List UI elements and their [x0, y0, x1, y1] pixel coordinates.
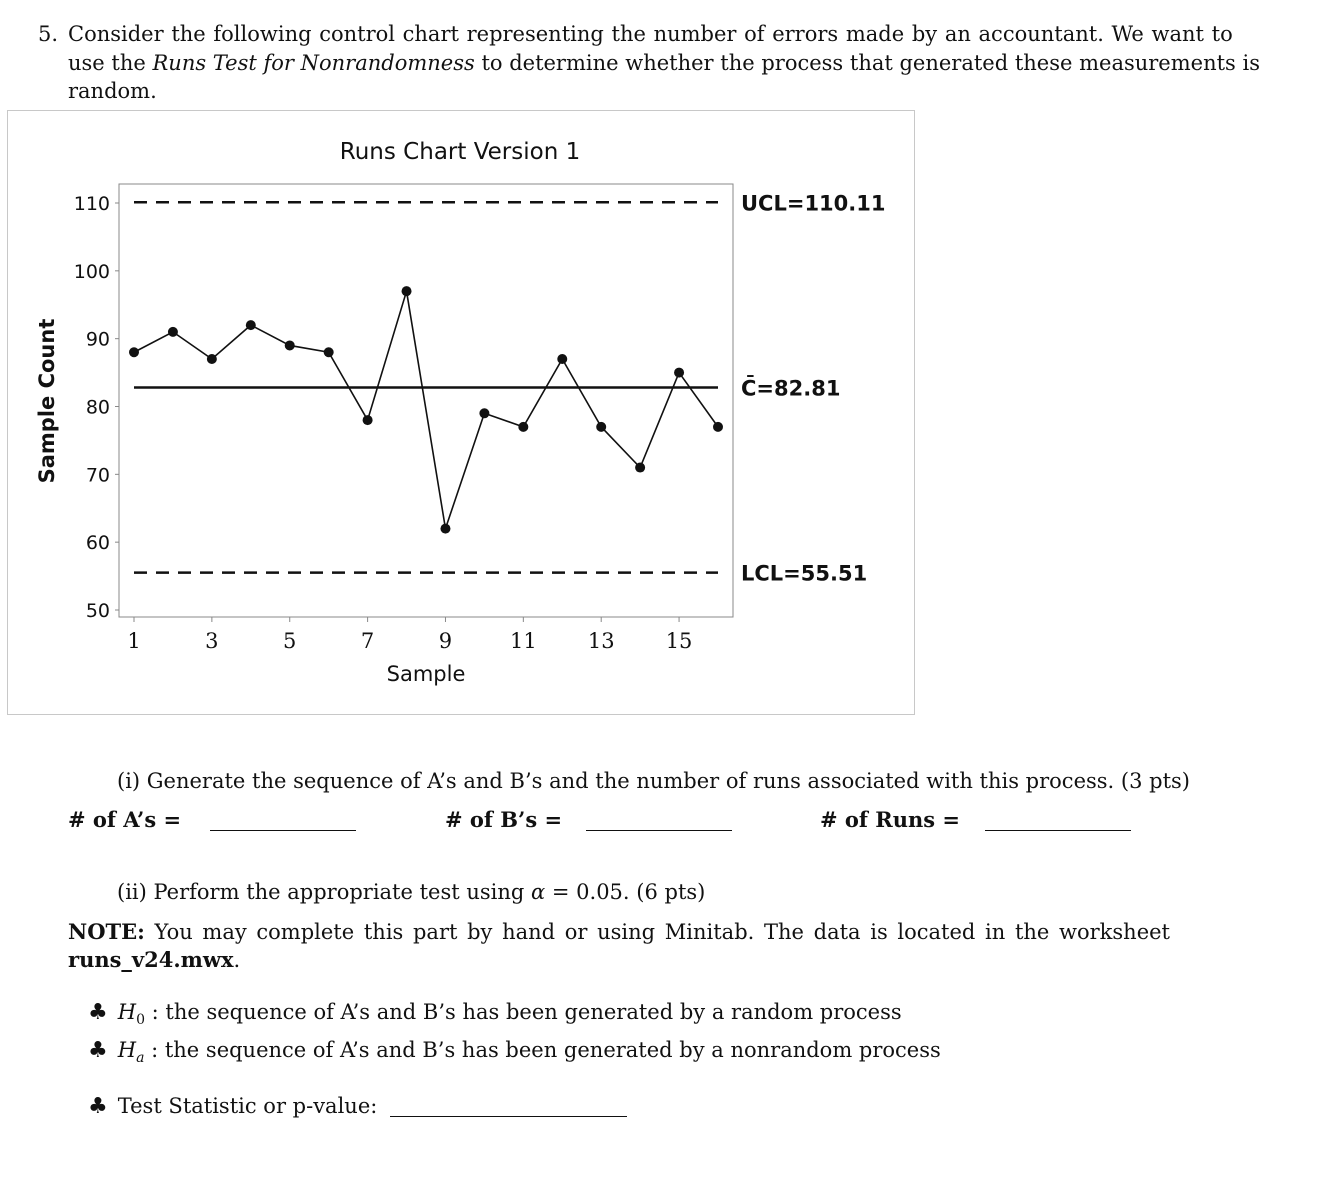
plot-area — [119, 184, 733, 617]
data-point — [129, 347, 139, 357]
note-label: NOTE: — [68, 919, 145, 944]
x-tick-label: 13 — [587, 629, 615, 653]
test-statistic-row — [88, 1094, 377, 1119]
intro-text: use the — [68, 51, 153, 75]
x-tick-label: 1 — [127, 629, 141, 653]
y-tick-label: 110 — [73, 193, 110, 215]
problem-intro-line-2 — [68, 51, 1260, 75]
y-tick-label: 90 — [85, 328, 110, 351]
a-count-blank[interactable] — [210, 830, 356, 831]
x-tick-label: 9 — [438, 629, 453, 653]
x-tick-label: 3 — [205, 629, 219, 653]
worksheet-name: runs_v24.mwx — [68, 947, 234, 972]
runs-chart — [8, 111, 914, 714]
data-point — [207, 354, 217, 364]
h0-subscript: 0 — [136, 1012, 145, 1029]
runs-chart-frame — [7, 110, 915, 715]
x-tick-label: 11 — [509, 629, 537, 653]
data-point — [246, 320, 256, 330]
x-tick-label: 5 — [283, 629, 297, 653]
part-ii-prompt — [117, 880, 705, 904]
chart-title: Runs Chart Version 1 — [339, 139, 581, 165]
lcl-label: LCL=55.51 — [741, 561, 868, 586]
worksheet-line — [68, 947, 240, 972]
data-point — [518, 422, 528, 432]
y-tick-label: 50 — [85, 600, 110, 622]
alpha-symbol: α — [531, 880, 546, 904]
y-axis-label: Sample Count — [35, 318, 59, 484]
center-line-label: C̄=82.81 — [741, 376, 841, 401]
y-axis — [74, 193, 119, 622]
test-statistic-blank[interactable] — [390, 1116, 627, 1117]
club-bullet-icon: ♣ — [88, 1000, 108, 1025]
runs-count-row — [820, 807, 960, 832]
part-ii-prompt-end: = 0.05. (6 pts) — [545, 880, 706, 904]
x-tick-label: 7 — [360, 629, 375, 653]
runs-count-blank[interactable] — [985, 830, 1131, 831]
club-bullet-icon: ♣ — [88, 1094, 108, 1119]
alternative-hypothesis — [88, 1038, 941, 1066]
y-tick-label: 80 — [85, 396, 110, 419]
data-point — [285, 340, 295, 350]
control-limits — [134, 191, 885, 585]
a-count-row — [68, 807, 181, 832]
runs-count-label: # of Runs = — [820, 807, 960, 832]
data-point — [713, 422, 723, 432]
test-statistic-label: Test Statistic or p-value: — [117, 1094, 378, 1118]
b-count-label: # of B’s = — [445, 807, 563, 832]
y-tick-label: 100 — [73, 260, 110, 283]
note-text: You may complete this part by hand or using Minitab. The data is located in the worksheet — [144, 920, 1170, 944]
data-point — [635, 463, 645, 473]
test-name: Runs Test for Nonrandomness — [152, 51, 475, 75]
intro-text-cont: to determine whether the process that generated these measurements is — [474, 51, 1260, 75]
part-ii-prompt-start: (ii) Perform the appropriate test using — [117, 880, 532, 904]
data-point — [596, 422, 606, 432]
h0-symbol: H — [117, 1000, 137, 1024]
series-line — [134, 291, 718, 528]
ha-subscript: a — [136, 1050, 145, 1067]
problem-intro-line-3: random. — [68, 79, 157, 103]
b-count-row — [445, 807, 562, 832]
ha-symbol: H — [117, 1038, 137, 1062]
data-point — [440, 524, 450, 534]
null-hypothesis — [88, 1000, 902, 1028]
b-count-blank[interactable] — [586, 830, 732, 831]
y-tick-label: 70 — [85, 464, 110, 487]
data-point — [479, 408, 489, 418]
club-bullet-icon: ♣ — [88, 1038, 108, 1063]
data-series — [129, 286, 723, 533]
a-count-label: # of A’s = — [68, 807, 182, 832]
data-point — [402, 286, 412, 296]
data-point — [674, 368, 684, 378]
ucl-label: UCL=110.11 — [741, 191, 886, 216]
note-line — [68, 919, 1170, 944]
data-point — [324, 347, 334, 357]
data-point — [557, 354, 567, 364]
problem-intro-line-1: Consider the following control chart representing the number of errors made by an accountant. We want to — [68, 22, 1233, 46]
problem-number: 5. — [38, 22, 59, 46]
data-point — [168, 327, 178, 337]
ha-text: : the sequence of A’s and B’s has been generated by a nonrandom process — [144, 1038, 941, 1062]
x-tick-label: 15 — [665, 629, 693, 653]
worksheet-end: . — [233, 948, 241, 972]
x-axis-label: Sample — [386, 662, 466, 686]
x-axis — [127, 617, 692, 653]
part-i-prompt: (i) Generate the sequence of A’s and B’s and the number of runs associated with this process. (3 pts) — [117, 769, 1190, 793]
h0-text: : the sequence of A’s and B’s has been generated by a random process — [144, 1000, 902, 1024]
y-tick-label: 60 — [85, 532, 110, 555]
data-point — [363, 415, 373, 425]
